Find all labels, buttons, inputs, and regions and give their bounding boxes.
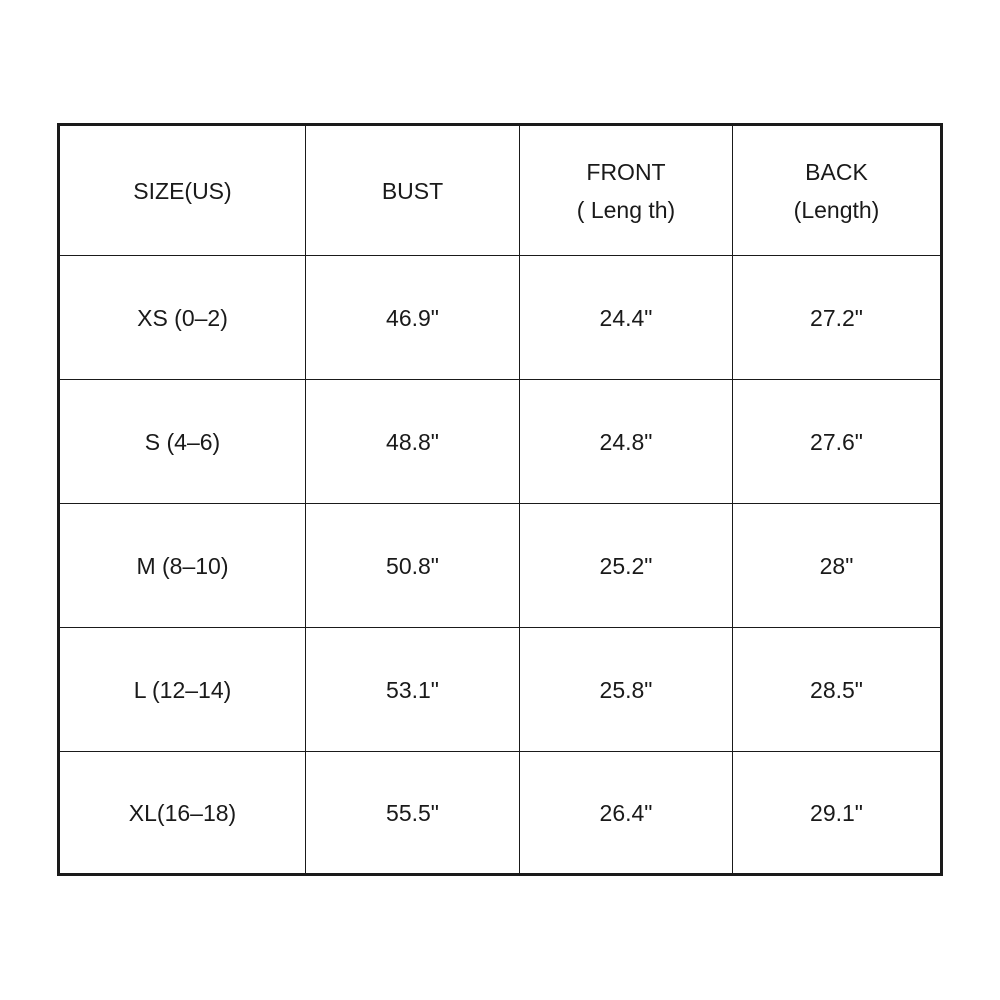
row-back-cell: 27.2" bbox=[733, 256, 940, 380]
row-size-cell: XS (0–2) bbox=[60, 256, 306, 380]
row-back-cell: 28.5" bbox=[733, 628, 940, 752]
size-chart-table bbox=[57, 123, 943, 876]
header-back-line1: BACK bbox=[805, 158, 868, 185]
header-back bbox=[733, 126, 940, 256]
header-front-line2: ( Leng th) bbox=[576, 196, 676, 223]
row-bust-cell: 55.5" bbox=[306, 752, 520, 873]
row-front-cell: 24.8" bbox=[520, 380, 733, 504]
header-front bbox=[520, 126, 733, 256]
row-back-cell: 28" bbox=[733, 504, 940, 628]
row-bust-cell: 53.1" bbox=[306, 628, 520, 752]
header-bust: BUST bbox=[306, 126, 520, 256]
row-size-cell: XL(16–18) bbox=[60, 752, 306, 873]
header-size: SIZE(US) bbox=[60, 126, 306, 256]
row-front-cell: 26.4" bbox=[520, 752, 733, 873]
row-front-cell: 25.2" bbox=[520, 504, 733, 628]
row-size-cell: L (12–14) bbox=[60, 628, 306, 752]
row-bust-cell: 48.8" bbox=[306, 380, 520, 504]
row-back-cell: 29.1" bbox=[810, 799, 863, 826]
header-front-line1: FRONT bbox=[586, 158, 666, 185]
row-size-cell: M (8–10) bbox=[60, 504, 306, 628]
row-back-cell: 27.6" bbox=[733, 380, 940, 504]
row-bust-cell: 50.8" bbox=[306, 504, 520, 628]
row-front-cell: 25.8" bbox=[520, 628, 733, 752]
row-bust-cell: 46.9" bbox=[306, 256, 520, 380]
row-front-cell: 24.4" bbox=[520, 256, 733, 380]
row-size-cell: S (4–6) bbox=[60, 380, 306, 504]
header-back-line2: (Length) bbox=[793, 196, 880, 223]
